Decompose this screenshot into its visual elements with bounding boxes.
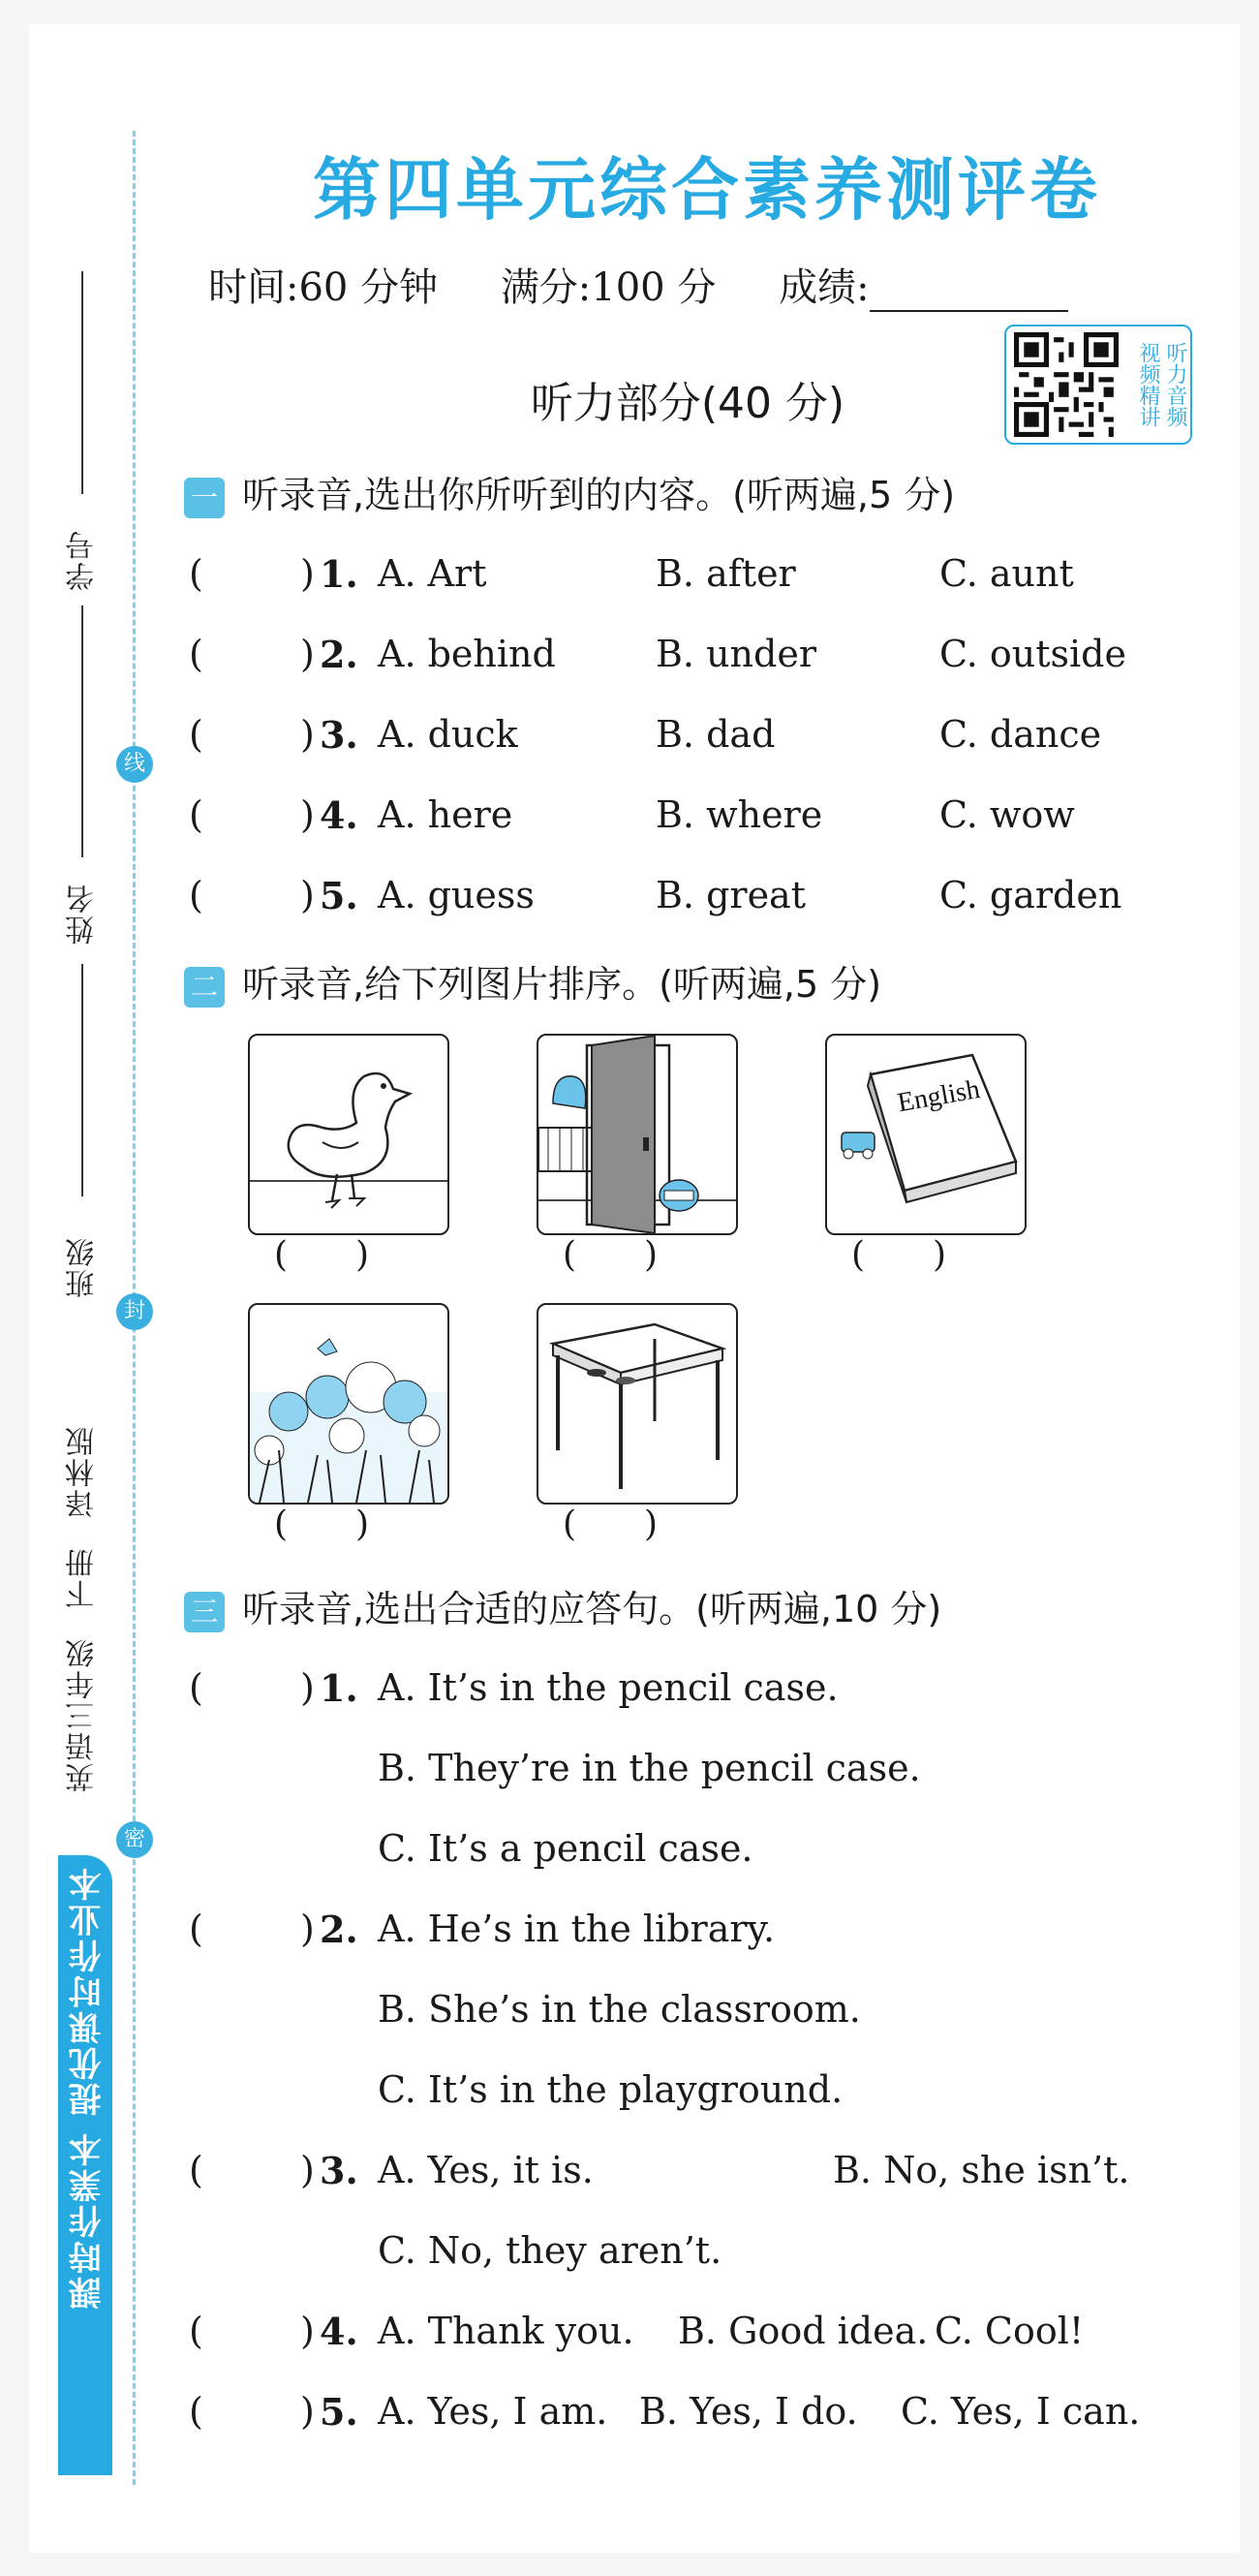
option-a: A. Yes, I am. — [378, 2390, 608, 2433]
part3-q2-option-b: B. She’s in the classroom. — [378, 1988, 861, 2031]
part2-heading — [184, 954, 881, 1008]
picture-3-paren: () — [850, 1235, 1015, 1275]
picture-door — [537, 1034, 738, 1235]
exam-info — [208, 257, 1119, 312]
close-tag: 密 — [116, 1821, 153, 1858]
part3-question-2 — [189, 1908, 1215, 1966]
part3-heading — [184, 1579, 941, 1632]
garden-flowers-icon — [250, 1305, 447, 1503]
option-c: C. Cool! — [935, 2310, 1085, 2352]
line-tag: 线 — [116, 746, 153, 783]
name-line — [81, 605, 83, 857]
option-c: C. outside — [939, 633, 1126, 675]
time-limit: 时间:60 分钟 — [208, 265, 439, 310]
part1-question-1 — [189, 552, 1215, 610]
part3-q3-option-c: C. No, they aren’t. — [378, 2229, 722, 2272]
option-a: A. behind — [378, 633, 556, 675]
question-number: 2. — [320, 1908, 358, 1951]
listening-section-title: 听力部分(40 分) — [530, 379, 845, 428]
question-number: 3. — [320, 713, 358, 757]
answer-paren-open: ( — [189, 552, 203, 595]
page-title: 第四单元综合素养测评卷 — [313, 150, 1101, 230]
question-number: 3. — [320, 2149, 358, 2192]
answer-paren-close: ) — [300, 552, 315, 595]
part1-number: 一 — [184, 478, 225, 518]
option-b: B. Yes, I do. — [639, 2390, 858, 2433]
option-a: A. It’s in the pencil case. — [378, 1666, 839, 1709]
option-b: B. Good idea. — [678, 2310, 929, 2352]
question-number: 5. — [320, 874, 358, 917]
qr-caption: 听力音频 视频精讲 — [1136, 342, 1187, 427]
seal-tag: 封 — [116, 1293, 153, 1330]
option-a: A. Yes, it is. — [378, 2149, 594, 2191]
option-a: A. Thank you. — [378, 2310, 634, 2352]
answer-paren-open: ( — [189, 2390, 203, 2433]
option-c: C. garden — [939, 874, 1122, 916]
part3-q1-option-c: C. It’s a pencil case. — [378, 1827, 753, 1870]
student-id-line — [81, 271, 83, 494]
option-b: B. where — [656, 793, 823, 836]
picture-5-paren: () — [562, 1505, 726, 1544]
option-b: B. after — [656, 552, 796, 595]
option-c: C. dance — [939, 713, 1102, 756]
answer-paren-open: ( — [189, 2310, 203, 2352]
door-icon — [538, 1036, 736, 1233]
answer-paren-close: ) — [300, 793, 315, 836]
desk-icon — [538, 1305, 736, 1503]
picture-desk — [537, 1303, 738, 1505]
class-line — [81, 964, 83, 1196]
edition-label: 英语三年级 下册 译林版 — [66, 1424, 100, 1792]
score-label: 成绩: — [779, 265, 870, 310]
answer-paren-close: ) — [300, 1666, 315, 1709]
student-id-label: 学号 — [66, 529, 100, 591]
part3-q2-option-c: C. It’s in the playground. — [378, 2068, 844, 2111]
answer-paren-close: ) — [300, 713, 315, 756]
question-number: 4. — [320, 793, 358, 837]
answer-paren-close: ) — [300, 633, 315, 675]
worksheet-page — [29, 24, 1240, 2553]
option-a: A. here — [378, 793, 513, 836]
answer-paren-close: ) — [300, 2310, 315, 2352]
answer-paren-close: ) — [300, 874, 315, 916]
answer-paren-open: ( — [189, 793, 203, 836]
option-b: B. No, she isn’t. — [833, 2149, 1130, 2191]
duck-icon — [250, 1036, 447, 1233]
option-c: C. Yes, I can. — [901, 2390, 1141, 2433]
part3-number: 三 — [184, 1592, 225, 1632]
part2-instruction: 听录音,给下列图片排序。(听两遍,5 分) — [242, 963, 882, 1006]
part3-q1-option-b: B. They’re in the pencil case. — [378, 1747, 921, 1789]
part1-instruction: 听录音,选出你所听到的内容。(听两遍,5 分) — [242, 474, 956, 516]
question-number: 2. — [320, 633, 358, 676]
picture-book — [825, 1034, 1027, 1235]
question-number: 1. — [320, 552, 358, 596]
brand-logo-text: 課時作業本 提优课时作业本 — [69, 1865, 107, 2310]
option-a: A. duck — [378, 713, 518, 756]
answer-paren-open: ( — [189, 1908, 203, 1950]
question-number: 5. — [320, 2390, 358, 2434]
answer-paren-open: ( — [189, 874, 203, 916]
option-c: C. aunt — [939, 552, 1074, 595]
picture-4-paren: () — [273, 1505, 438, 1544]
part3-question-4 — [189, 2310, 1215, 2368]
answer-paren-open: ( — [189, 713, 203, 756]
option-a: A. Art — [378, 552, 487, 595]
option-b: B. dad — [656, 713, 776, 756]
part3-question-5 — [189, 2390, 1215, 2448]
part1-question-5 — [189, 874, 1215, 932]
question-number: 4. — [320, 2310, 358, 2353]
part1-heading — [184, 465, 955, 518]
picture-2-paren: () — [562, 1235, 726, 1275]
book-title-text: English — [895, 1073, 983, 1119]
part1-question-2 — [189, 633, 1215, 691]
answer-paren-open: ( — [189, 1666, 203, 1709]
answer-paren-close: ) — [300, 1908, 315, 1950]
part1-question-4 — [189, 793, 1215, 852]
option-a: A. He’s in the library. — [378, 1908, 776, 1950]
picture-garden — [248, 1303, 449, 1505]
part2-number: 二 — [184, 967, 225, 1008]
class-label: 班级 — [66, 1236, 100, 1298]
full-score: 满分:100 分 — [500, 265, 717, 310]
option-b: B. great — [656, 874, 806, 916]
part3-instruction: 听录音,选出合适的应答句。(听两遍,10 分) — [242, 1588, 942, 1630]
option-a: A. guess — [378, 874, 535, 916]
part1-question-3 — [189, 713, 1215, 771]
part3-question-3 — [189, 2149, 1215, 2207]
book-icon — [827, 1036, 1025, 1233]
option-c: C. wow — [939, 793, 1075, 836]
score-blank[interactable] — [870, 275, 1068, 312]
answer-paren-open: ( — [189, 2149, 203, 2191]
option-b: B. under — [656, 633, 817, 675]
picture-duck — [248, 1034, 449, 1235]
answer-paren-close: ) — [300, 2390, 315, 2433]
part3-question-1 — [189, 1666, 1215, 1724]
answer-paren-open: ( — [189, 633, 203, 675]
name-label: 姓名 — [66, 883, 100, 945]
answer-paren-close: ) — [300, 2149, 315, 2191]
question-number: 1. — [320, 1666, 358, 1710]
picture-1-paren: () — [273, 1235, 438, 1275]
